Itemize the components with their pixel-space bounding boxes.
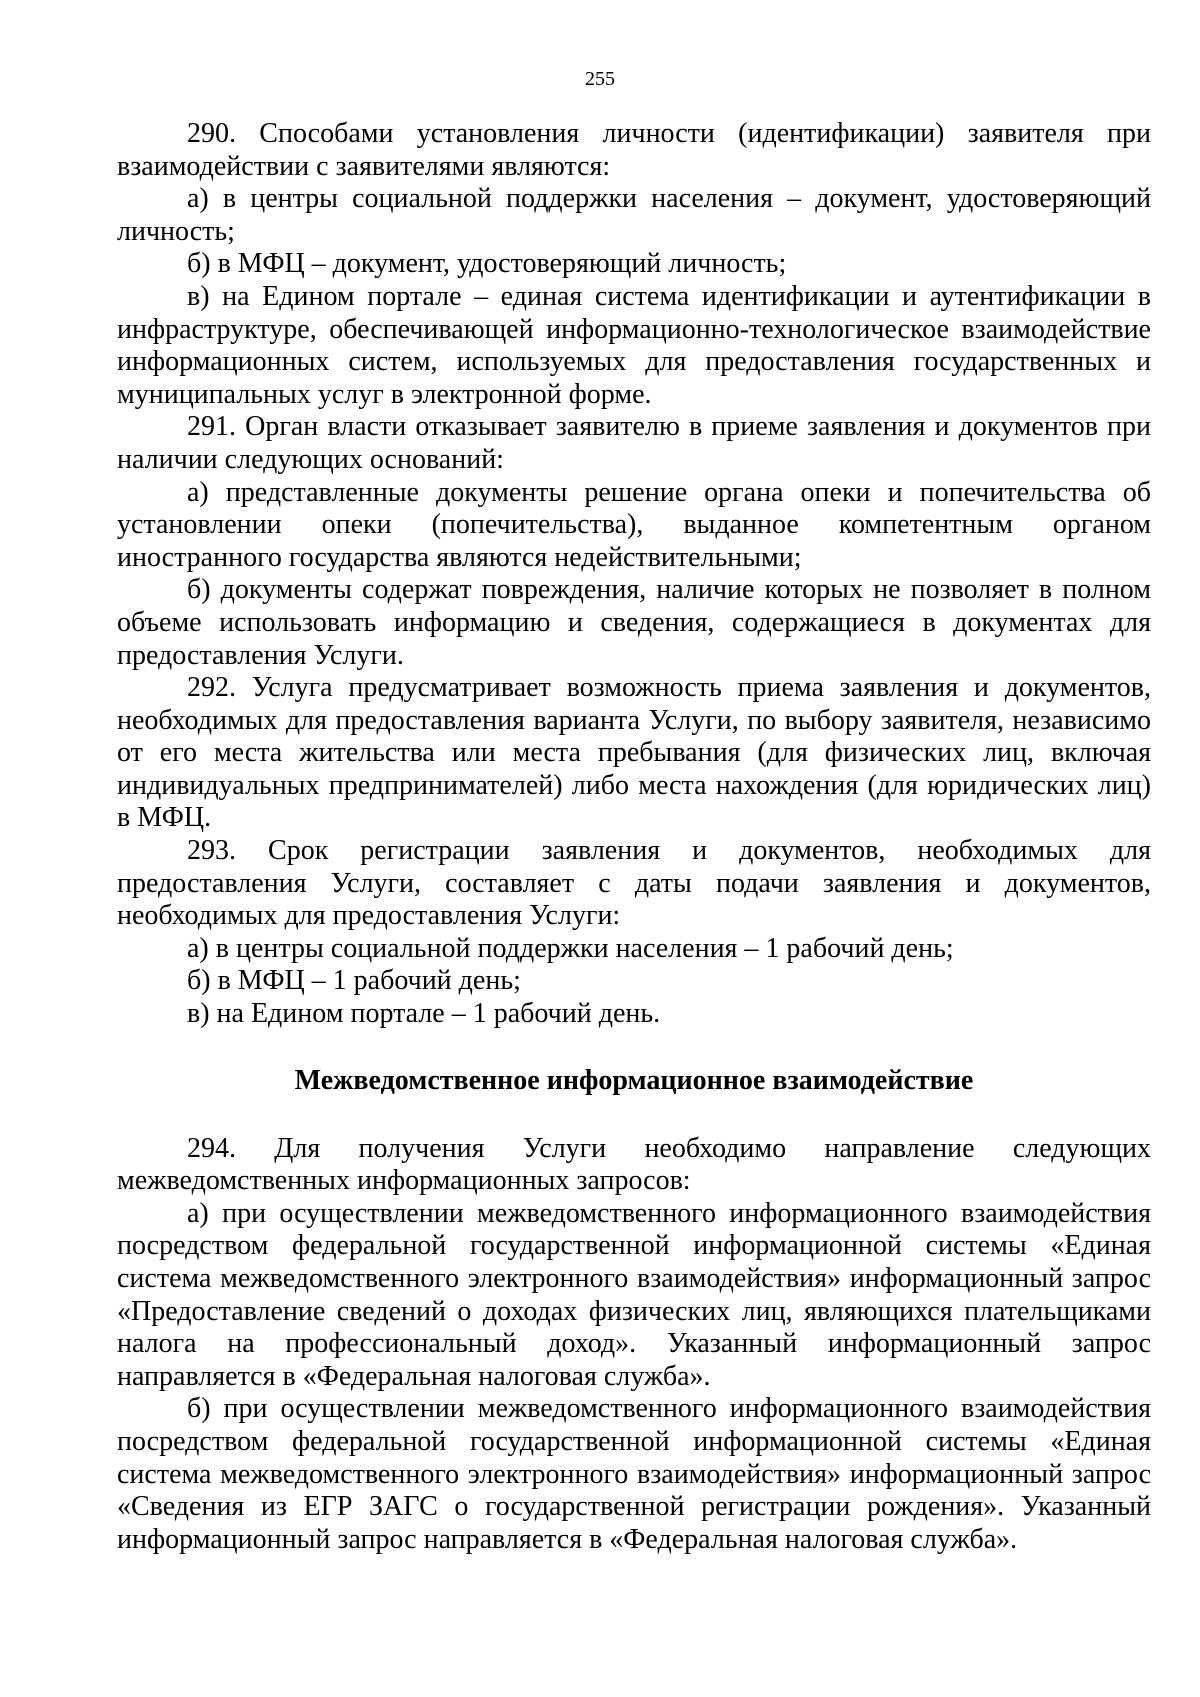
section-heading: Межведомственное информационное взаимодействие <box>294 1064 974 1096</box>
paragraph-290-v: в) на Едином портале – единая система идентификации и аутентификации в инфраструктуре, обеспечивающей информационно-технологическое взаимодействие информационных систем, используемых для предоставления государственных и муниципальных услуг в электронной форме. <box>117 280 1151 410</box>
paragraph-290-a: а) в центры социальной поддержки населения – документ, удостоверяющий личность; <box>117 183 1151 247</box>
paragraph-294-b: б) при осуществлении межведомственного информационного взаимодействия посредством федеральной государственной информационной системы «Единая система межведомственного электронного взаимодействия» информационный запрос «Сведения из ЕГР ЗАГС о государственной регистрации рождения». Указанный информационный запрос направляется в «Федеральная налоговая служба». <box>117 1393 1151 1555</box>
page-number: 255 <box>585 68 615 90</box>
paragraph-293-a: а) в центры социальной поддержки населения – 1 рабочий день; <box>187 932 954 964</box>
paragraph-294: 294. Для получения Услуги необходимо направление следующих межведомственных информационных запросов: <box>117 1132 1151 1197</box>
paragraph-291: 291. Орган власти отказывает заявителю в приеме заявления и документов при наличии следующих оснований: <box>117 411 1151 475</box>
paragraph-292: 292. Услуга предусматривает возможность приема заявления и документов, необходимых для предоставления варианта Услуги, по выбору заявителя, независимо от его места жительства или места пребывания (для физических лиц, включая индивидуальных предпринимателей) либо места нахождения (для юридических лиц) в МФЦ. <box>117 672 1151 834</box>
paragraph-290: 290. Способами установления личности (идентификации) заявителя при взаимодействии с заявителями являются: <box>117 118 1151 182</box>
paragraph-294-a: а) при осуществлении межведомственного информационного взаимодействия посредством федеральной государственной информационной системы «Единая система межведомственного электронного взаимодействия» информационный запрос «Предоставление сведений о доходах физических лиц, являющихся плательщиками налога на профессиональный доход». Указанный информационный запрос направляется в «Федеральная налоговая служба». <box>117 1197 1151 1392</box>
paragraph-293-b: б) в МФЦ – 1 рабочий день; <box>187 965 521 997</box>
document-body <box>117 118 1151 1556</box>
paragraph-291-a: а) представленные документы решение органа опеки и попечительства об установлении опеки (попечительства), выданное компетентным органом иностранного государства являются недействительными; <box>117 476 1151 573</box>
paragraph-290-b: б) в МФЦ – документ, удостоверяющий личность; <box>187 248 787 280</box>
paragraph-293: 293. Срок регистрации заявления и документов, необходимых для предоставления Услуги, составляет с даты подачи заявления и документов, необходимых для предоставления Услуги: <box>117 835 1151 932</box>
paragraph-293-v: в) на Едином портале – 1 рабочий день. <box>187 998 661 1030</box>
paragraph-291-b: б) документы содержат повреждения, наличие которых не позволяет в полном объеме использовать информацию и сведения, содержащиеся в документах для предоставления Услуги. <box>117 574 1151 671</box>
